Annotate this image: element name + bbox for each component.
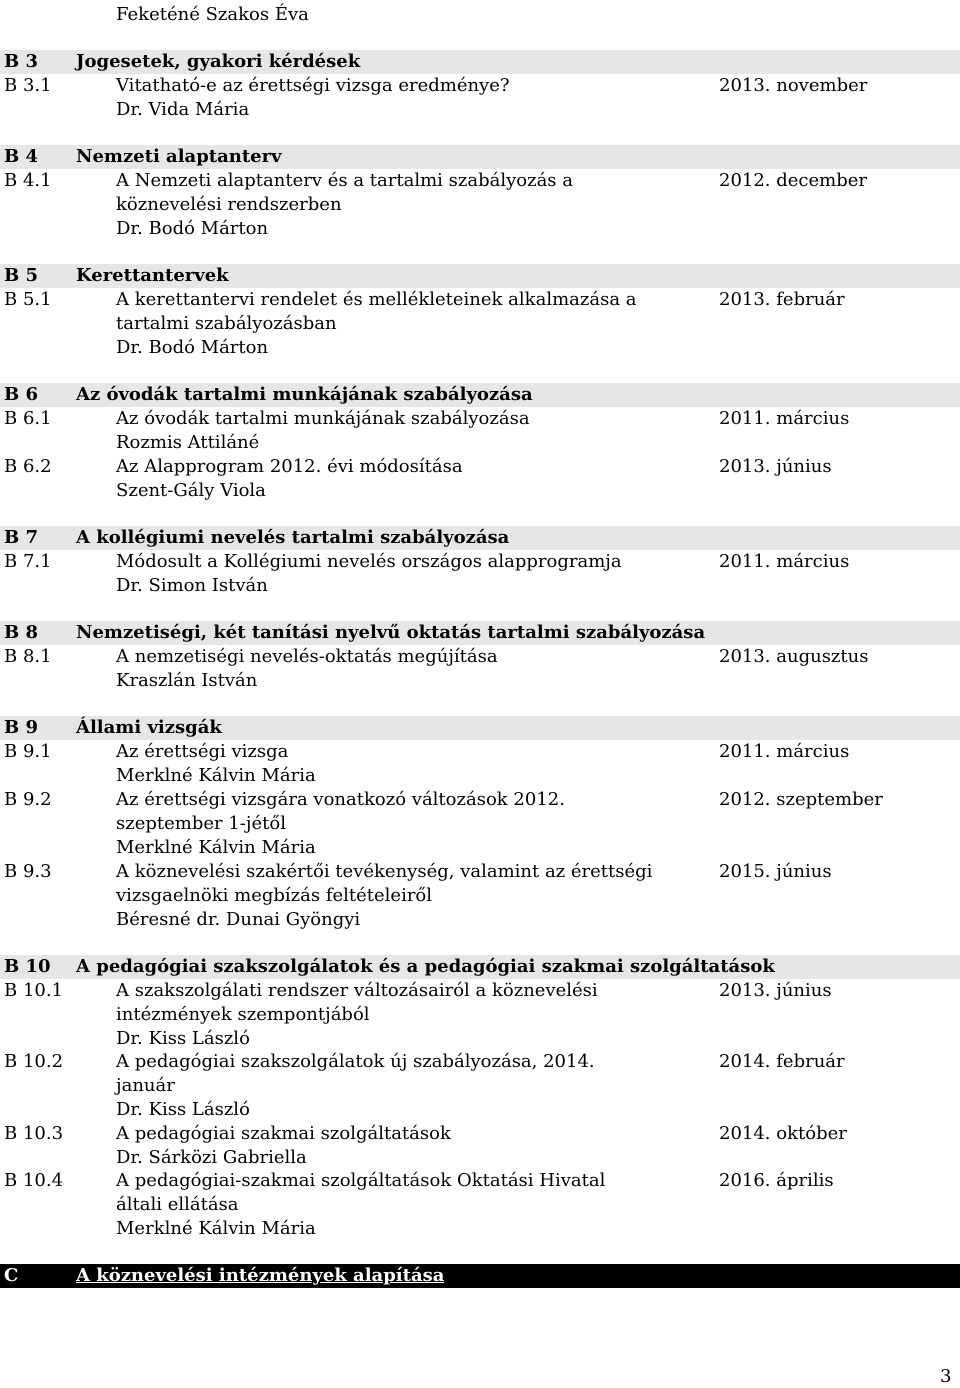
entry-b6-1-author: Rozmis Attiláné — [116, 432, 260, 453]
entry-b4-1-author: Dr. Bodó Márton — [116, 218, 269, 239]
section-header-c: C A köznevelési intézmények alapítása — [0, 1264, 960, 1288]
entry-b10-2-line2: január — [116, 1075, 175, 1096]
entry-b6-2-author: Szent-Gály Viola — [116, 480, 266, 501]
entry-b5-1-line2: tartalmi szabályozásban — [116, 313, 337, 334]
entry-b7-1-author: Dr. Simon István — [116, 575, 268, 596]
section-header-b6: B 6 Az óvodák tartalmi munkájának szabályozása — [0, 383, 960, 407]
entry-b10-2-author: Dr. Kiss László — [116, 1099, 250, 1120]
entry-b8-1-author: Kraszlán István — [116, 670, 258, 691]
entry-b7-1: B 7.1 Módosult a Kollégiumi nevelés országos alapprogramja 2011. március — [4, 551, 850, 572]
section-header-b10: B 10 A pedagógiai szakszolgálatok és a pedagógiai szakmai szolgáltatások — [0, 955, 960, 979]
entry-b10-4-author: Merklné Kálvin Mária — [116, 1218, 316, 1239]
section-header-b4: B 4 Nemzeti alaptanterv — [0, 145, 960, 169]
entry-b5-1-author: Dr. Bodó Márton — [116, 337, 269, 358]
entry-b5-1: B 5.1 A kerettantervi rendelet és mellékleteinek alkalmazása a 2013. február — [4, 289, 845, 310]
entry-b9-2-line2: szeptember 1-jétől — [116, 813, 286, 834]
section-header-b7: B 7 A kollégiumi nevelés tartalmi szabályozása — [0, 526, 960, 550]
entry-b6-1: B 6.1 Az óvodák tartalmi munkájának szabályozása 2011. március — [4, 408, 850, 429]
entry-b10-3-author: Dr. Sárközi Gabriella — [116, 1147, 307, 1168]
entry-b10-1-author: Dr. Kiss László — [116, 1028, 250, 1049]
entry-b9-2-author: Merklné Kálvin Mária — [116, 837, 316, 858]
author-line — [0, 3, 960, 27]
entry-b9-1-author: Merklné Kálvin Mária — [116, 765, 316, 786]
entry-b3-1: B 3.1 Vitatható-e az érettségi vizsga eredménye? 2013. november — [4, 75, 868, 96]
section-header-b5: B 5 Kerettantervek — [0, 264, 960, 288]
entry-b4-1: B 4.1 A Nemzeti alaptanterv és a tartalmi szabályozás a 2012. december — [4, 170, 868, 191]
entry-b9-1: B 9.1 Az érettségi vizsga 2011. március — [4, 741, 850, 762]
entry-b10-1: B 10.1 A szakszolgálati rendszer változásairól a köznevelési 2013. június — [4, 980, 832, 1001]
section-header-b8: B 8 Nemzetiségi, két tanítási nyelvű oktatás tartalmi szabályozása — [0, 621, 960, 645]
entry-b9-2: B 9.2 Az érettségi vizsgára vonatkozó változások 2012. 2012. szeptember — [4, 789, 883, 810]
entry-b9-3: B 9.3 A köznevelési szakértői tevékenység, valamint az érettségi 2015. június — [4, 861, 832, 882]
entry-b6-2: B 6.2 Az Alapprogram 2012. évi módosítása 2013. június — [4, 456, 832, 477]
entry-b10-4: B 10.4 A pedagógiai-szakmai szolgáltatások Oktatási Hivatal 2016. április — [4, 1170, 834, 1191]
author-name: Feketéné Szakos Éva — [116, 4, 309, 25]
section-header-b3: B 3 Jogesetek, gyakori kérdések — [0, 50, 960, 74]
entry-b8-1: B 8.1 A nemzetiségi nevelés-oktatás megújítása 2013. augusztus — [4, 646, 869, 667]
entry-b10-4-line2: általi ellátása — [116, 1194, 239, 1215]
section-header-b9: B 9 Állami vizsgák — [0, 716, 960, 740]
entry-b10-1-line2: intézmények szempontjából — [116, 1004, 370, 1025]
entry-b4-1-line2: köznevelési rendszerben — [116, 194, 342, 215]
entry-b3-1-author: Dr. Vida Mária — [116, 99, 250, 120]
entry-b9-3-line2: vizsgaelnöki megbízás feltételeiről — [116, 885, 433, 906]
entry-b10-3: B 10.3 A pedagógiai szakmai szolgáltatások 2014. október — [4, 1123, 847, 1144]
page-number: 3 — [940, 1366, 952, 1387]
entry-b9-3-author: Béresné dr. Dunai Gyöngyi — [116, 909, 361, 930]
entry-b10-2: B 10.2 A pedagógiai szakszolgálatok új szabályozása, 2014. 2014. február — [4, 1051, 845, 1072]
